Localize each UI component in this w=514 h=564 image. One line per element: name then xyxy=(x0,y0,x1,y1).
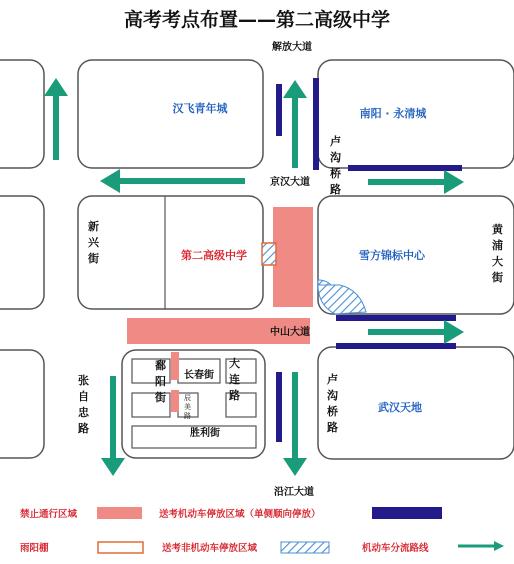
page-title: 高考考点布置——第二高级中学 xyxy=(123,9,391,31)
road-label-xinxing xyxy=(88,219,100,265)
block-edge-top-left xyxy=(0,60,44,168)
road-label-luguqiao-lower-char: 路 xyxy=(327,421,338,434)
road-label-luguqiao-char: 路 xyxy=(330,183,341,196)
car-park-zhongshan-2 xyxy=(336,343,456,349)
road-label-luguqiao-lower xyxy=(326,372,338,434)
road-label-luguqiao-char: 沟 xyxy=(330,151,341,164)
block-hanfei xyxy=(78,60,263,168)
road-label-xinxing-char: 新 xyxy=(88,220,99,233)
legend-swatch-shelter xyxy=(98,542,143,553)
car-park-jinghan xyxy=(348,165,462,171)
road-label-poyang-char: 鄱 xyxy=(155,359,166,372)
car-park-jiefang-1 xyxy=(276,84,282,136)
block-label-nanyang: 南阳 · 永清城 xyxy=(359,107,427,120)
no-pass-zone-poyang-2 xyxy=(171,390,179,412)
car-park-zhongshan-1 xyxy=(336,315,456,321)
diversion-arrowhead-down-left xyxy=(101,458,125,476)
diversion-arrowhead-up-left xyxy=(44,78,68,96)
shelter-marker xyxy=(262,243,276,265)
block-label-school: 第二高级中学 xyxy=(181,249,247,262)
legend-label-no-pass: 禁止通行区域 xyxy=(20,509,78,520)
road-label-dalian xyxy=(229,356,240,402)
road-label-huangpu-char: 街 xyxy=(492,271,503,284)
road-label-small-char: 路 xyxy=(184,412,191,420)
legend-swatch-nonmotor xyxy=(281,542,329,553)
block-edge-mid-left xyxy=(0,196,44,309)
no-pass-zone-jiefang xyxy=(273,207,313,307)
block-label-hanfei: 汉飞青年城 xyxy=(172,102,228,115)
road-label-huangpu xyxy=(492,222,504,284)
road-label-luguqiao-lower-char: 卢 xyxy=(327,373,338,386)
diversion-arrowhead-left-jinghan xyxy=(100,169,120,193)
road-label-xinxing-char: 兴 xyxy=(88,236,99,249)
road-label-poyang-char: 阳 xyxy=(155,375,166,388)
road-label-zhangzizhong-char: 路 xyxy=(78,422,89,435)
block-edge-low-left xyxy=(0,350,44,458)
legend xyxy=(20,507,504,554)
road-label-changchun: 长春街 xyxy=(184,370,214,381)
block-lower-left xyxy=(122,350,265,458)
diversion-arrowhead-right-jinghan xyxy=(444,170,464,194)
legend-label-diversion: 机动车分流路线 xyxy=(362,543,429,554)
car-park-jiefang-2 xyxy=(313,78,319,170)
road-label-huangpu-char: 黄 xyxy=(492,223,503,236)
road-label-poyang-char: 街 xyxy=(155,391,166,404)
legend-swatch-car-park xyxy=(372,507,442,519)
diversion-arrowhead-right-zhongshan xyxy=(444,320,464,344)
road-label-luguqiao-char: 桥 xyxy=(330,167,341,180)
road-label-zhangzizhong-char: 张 xyxy=(78,374,89,387)
road-label-dalian-char: 连 xyxy=(229,373,240,386)
road-label-dalian-char: 大 xyxy=(229,357,240,370)
road-label-luguqiao-char: 卢 xyxy=(330,135,341,148)
legend-swatch-no-pass xyxy=(97,507,142,519)
diversion-arrowhead-up-jiefang xyxy=(283,80,307,98)
road-label-small-char: 辰 xyxy=(184,394,191,402)
road-label-jiefang: 解放大道 xyxy=(272,42,312,53)
legend-label-car-park: 送考机动车停放区域（单侧顺向停放） xyxy=(159,509,321,520)
block-label-wuhan: 武汉天地 xyxy=(378,401,422,414)
diversion-arrowhead-down-luguqiao xyxy=(283,458,307,476)
road-label-small-char: 美 xyxy=(184,403,191,411)
road-label-yanjiang: 沿江大道 xyxy=(274,487,314,498)
road-label-poyang xyxy=(155,358,167,404)
legend-arrow-diversion-head xyxy=(494,541,504,551)
legend-label-shelter: 雨阳棚 xyxy=(20,543,49,554)
road-label-zhongshan: 中山大道 xyxy=(270,327,310,338)
road-label-jinghan: 京汉大道 xyxy=(270,177,310,188)
legend-label-nonmotor: 送考非机动车停放区域 xyxy=(162,543,258,554)
road-label-small xyxy=(184,394,191,420)
road-label-xinxing-char: 街 xyxy=(88,252,99,265)
road-label-luguqiao-lower-char: 桥 xyxy=(327,405,338,418)
road-label-huangpu-char: 大 xyxy=(492,255,503,268)
car-park-luguqiao-low xyxy=(276,372,282,442)
road-label-luguqiao-lower-char: 沟 xyxy=(327,389,338,402)
road-label-luguqiao xyxy=(329,134,341,196)
road-label-zhangzizhong-char: 忠 xyxy=(78,406,89,419)
road-label-zhangzizhong-char: 自 xyxy=(78,390,89,403)
road-label-zhangzizhong xyxy=(78,373,90,435)
nonmotor-parking-zone-2 xyxy=(318,285,366,314)
road-label-sheng: 胜利街 xyxy=(190,428,220,439)
no-pass-zone-poyang xyxy=(171,352,179,380)
road-label-dalian-char: 路 xyxy=(229,389,240,402)
block-label-xuefang: 雪方锦标中心 xyxy=(359,249,425,262)
road-label-huangpu-char: 浦 xyxy=(492,239,503,252)
